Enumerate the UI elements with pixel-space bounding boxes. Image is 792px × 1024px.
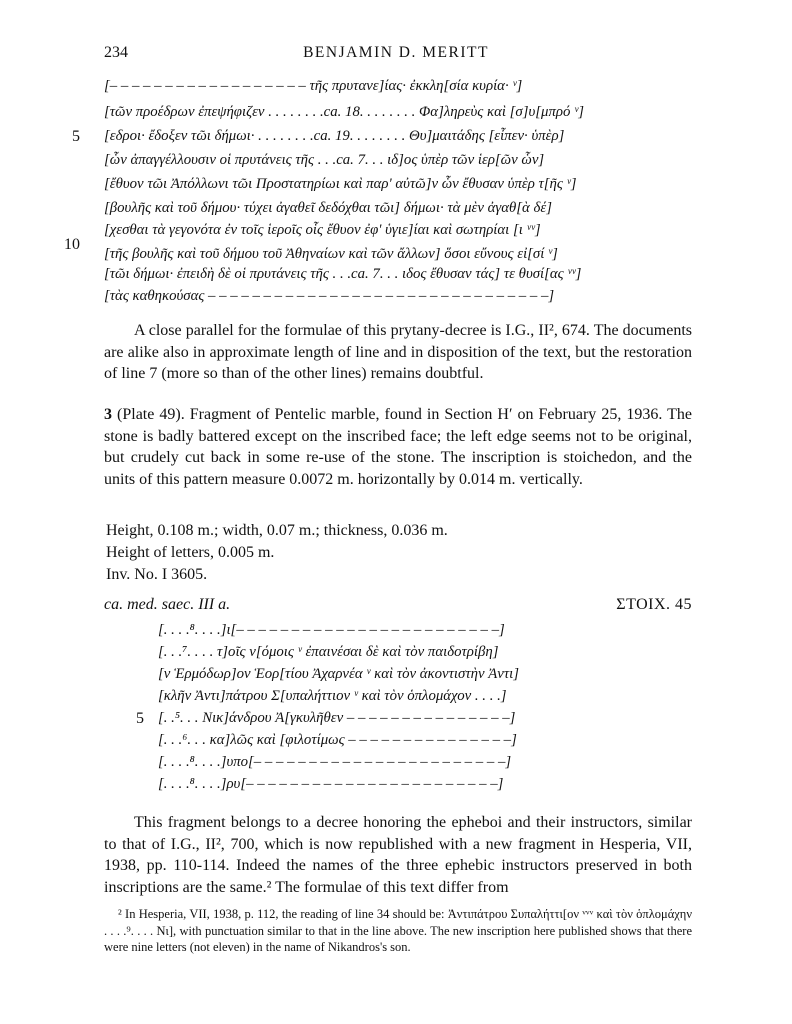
greek-line: [χεσθαι τὰ γεγονότα ἐν τοῖς ἱεροῖς οἷς ἔθυον ἐφ' ὑγιε]ίαι καὶ σωτηρίαι [ι ᵛᵛ] — [104, 222, 541, 238]
footnote-text: ² In Hesperia, VII, 1938, p. 112, the reading of line 34 should be: Ἀντιπάτρου Συπαλήττι[ον ᵛᵛᵛ καὶ τὸν ὁπλομάχην . . . .⁹. . . . Νι], with punctuation similar to that in the line above. The new inscription here published shows that there were nine letters (not eleven) in the name of Nikandros's son. — [104, 907, 692, 954]
dimensions: Height, 0.108 m.; width, 0.07 m.; thickness, 0.036 m. — [106, 522, 448, 539]
greek-line: [. . . .⁸. . . .]ι[– – – – – – – – – – – – – – – – – – – – – – – –] — [158, 622, 505, 638]
greek-line: [. . .⁶. . . κα]λῶς καὶ [φιλοτίμως – – – – – – – – – – – – – – –] — [158, 732, 517, 748]
entry-text: Fragment of Pentelic marble, found in Section Η′ on February 25, 1936. The stone is badly battered except on the inscribed face; the left edge seems not to be original, but crudely cut back in some re-use of the stone. The inscription is stoichedon, and the units of this pattern measure 0.0072 m. horizontally by 0.014 m. vertically. — [104, 406, 692, 488]
page-number: 234 — [104, 44, 128, 61]
greek-line: [βουλῆς καὶ τοῦ δήμου· τύχει ἀγαθεῖ δεδόχθαι τῶι] δήμωι· τὰ μὲν ἀγαθ[ὰ δέ] — [104, 200, 552, 216]
date: ca. med. saec. III a. — [104, 596, 231, 613]
plate-reference: (Plate 49). — [112, 406, 190, 423]
greek-line: [. .⁵. . . Νικ]άνδρου Ἀ[γκυλῆθεν – – – – – – – – – – – – – – –] — [158, 710, 516, 726]
measurements — [106, 520, 448, 586]
line-number-5: 5 — [136, 710, 144, 727]
greek-line: [τῶι δήμωι· ἐπειδὴ δὲ οἱ πρυτάνεις τῆς . . .ca. 7. . . ιδος ἔθυσαν τάς] τε θυσί[ας ᵛᵛ] — [104, 266, 582, 282]
greek-line: [ν Ἑρμόδωρ]ον Ἑορ[τίου Ἀχαρνέα ᵛ καὶ τὸν ἀκοντιστὴν Ἀντι] — [158, 666, 519, 682]
greek-line: [εδροι· ἔδοξεν τῶι δήμωι· . . . . . . . .ca. 19. . . . . . . . Θυ]μαιτάδης [εἶπεν· ὑπὲρ] — [104, 128, 565, 144]
greek-line: [τῶν προέδρων ἐπεψήφιζεν . . . . . . . .ca. 18. . . . . . . . Φα]ληρεὺς καὶ [σ]υ[μπρό ᵛ] — [104, 104, 584, 120]
line-number-10: 10 — [64, 236, 80, 253]
entry-3-description — [104, 404, 692, 490]
greek-line: [. . . .⁸. . . .]ρυ[– – – – – – – – – – – – – – – – – – – – – – –] — [158, 776, 504, 792]
greek-line: [. . . .⁸. . . .]υπο[– – – – – – – – – – – – – – – – – – – – – – –] — [158, 754, 512, 770]
greek-line: [. . .⁷. . . . τ]οῖς ν[όμοις ᵛ ἐπαινέσαι δὲ καὶ τὸν παιδοτρίβη] — [158, 644, 499, 660]
inventory-number: Inv. No. I 3605. — [106, 566, 208, 583]
entry-3-paragraph — [104, 404, 692, 490]
paragraph-ephebic-decree — [104, 812, 692, 898]
page-header — [0, 44, 792, 68]
stoichedon-label: ΣΤΟΙΧ. 45 — [616, 596, 692, 613]
greek-line: [ἔθυον τῶι Ἀπόλλωνι τῶι Προστατηρίωι καὶ παρ' αὐτῶ]ν ὧν ἔθυσαν ὑπὲρ τ[ῆς ᵛ] — [104, 176, 577, 192]
greek-line: [– – – – – – – – – – – – – – – – – – τῆς πρυτανε]ίας· ἐκκλη[σία κυρία· ᵛ] — [104, 78, 523, 94]
paragraph-text: This fragment belongs to a decree honoring the epheboi and their instructors, similar to that of I.G., II², 700, which is now republished with a new fragment in Hesperia, VII, 1938, pp. 110-114. Indeed the names of the three ephebic instructors preserved in both inscriptions are the same.² The formulae of this text differ from — [104, 814, 692, 896]
greek-line: [ὧν ἀπαγγέλλουσιν οἱ πρυτάνεις τῆς . . .ca. 7. . . ιδ]ος ὑπὲρ τῶν ἱερ[ῶν ὧν] — [104, 152, 545, 168]
entry-number: 3 — [104, 406, 112, 423]
paragraph-prytany-decree — [104, 320, 692, 385]
letter-height: Height of letters, 0.005 m. — [106, 544, 275, 561]
paragraph-text: A close parallel for the formulae of this prytany-decree is I.G., II², 674. The documents are alike also in approximate length of line and in disposition of the text, but the restoration of line 7 (more so than of the other lines) remains doubtful. — [104, 322, 692, 382]
greek-line: [τὰς καθηκούσας – – – – – – – – – – – – – – – – – – – – – – – – – – – – – – –] — [104, 288, 555, 304]
greek-line: [κλῆν Ἀντι]πάτρου Σ[υπαλήττιον ᵛ καὶ τὸν ὁπλομάχον . . . .] — [158, 688, 507, 704]
epigraph-heading — [104, 596, 692, 614]
footnote — [104, 906, 692, 956]
line-number-5: 5 — [72, 128, 80, 145]
greek-line: [τῆς βουλῆς καὶ τοῦ δήμου τοῦ Ἀθηναίων καὶ τῶν ἄλλων] ὅσοι εὔνους εἰ[σί ᵛ] — [104, 246, 558, 262]
running-title: BENJAMIN D. MERITT — [303, 44, 489, 61]
